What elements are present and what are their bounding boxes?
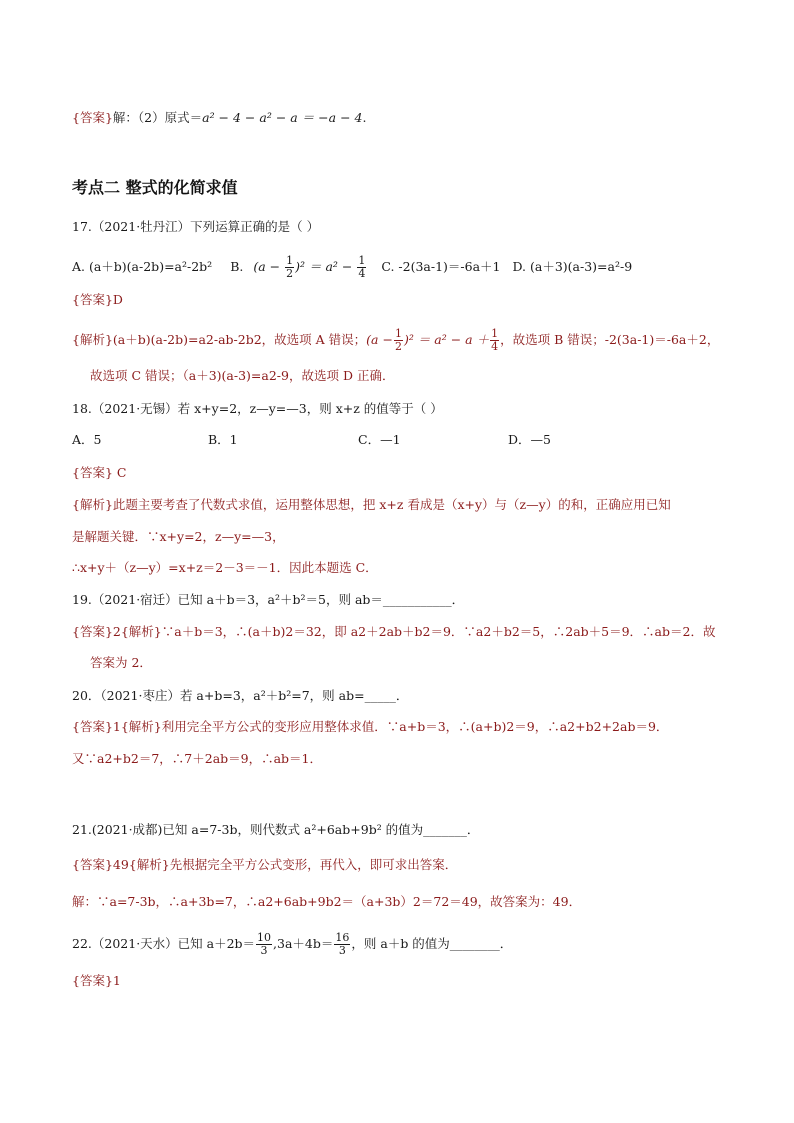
q21-answer: {答案}49{解析}先根据完全平方公式变形，再代入，即可求出答案． xyxy=(72,857,458,872)
q18-analysis-1: {解析}此题主要考查了代数式求值，运用整体思想，把 x+z 看成是（x+y）与（z—y）的和，正确应用已知 xyxy=(72,497,671,512)
q18-option-a: A．5 xyxy=(72,432,102,447)
q17-option-a: A. (a＋b)(a-2b)=a²-2b² xyxy=(72,259,213,274)
q17-option-c: C. -2(3a-1)＝-6a＋1 xyxy=(381,259,501,274)
q19-answer: {答案}2{解析}∵a＋b＝3，∴(a＋b)2＝32，即 a2＋2ab＋b2＝9．∵a2＋b2＝5，∴2ab＋5＝9．∴ab＝2．故 xyxy=(72,624,716,639)
q17-option-b: B. (a − $\frac{1}{2}$ )² ＝ a² − $\frac{1}{4}$ xyxy=(230,254,366,280)
q21-answer-2: 解：∵a=7-3b，∴a+3b=7，∴a2+6ab+9b2＝（a+3b）2＝72＝49，故答案为：49． xyxy=(72,894,582,909)
answer-tag: {答案} xyxy=(72,110,113,125)
q18-option-b: B．1 xyxy=(208,432,238,447)
q22-answer: {答案}1 xyxy=(72,973,121,988)
q17-analysis-2: 故选项 C 错误；（a＋3)(a-3)=a2-9，故选项 D 正确． xyxy=(90,368,395,383)
q17-answer: {答案}D xyxy=(72,292,123,307)
q17-option-d: D. (a＋3)(a-3)=a²-9 xyxy=(512,259,633,274)
q19-answer-2: 答案为 2． xyxy=(90,655,152,670)
q20-stem: 20．（2021·枣庄）若 a+b=3，a²＋b²=7，则 ab=_____． xyxy=(72,688,409,703)
q20-answer-2: 又∵a2+b2＝7，∴7＋2ab＝9，∴ab＝1． xyxy=(72,751,323,766)
section-heading: 考点二 整式的化简求值 xyxy=(72,178,238,197)
q18-option-c: C．—1 xyxy=(358,432,401,447)
q17-analysis: {解析}(a＋b)(a-2b)=a2-ab-2b2，故选项 A 错误；(a − $\frac{1}{2}$ )² ＝ a² − a ＋ $\frac{1}{4}$ ，故选项 B 错误；-2(3a-1)＝-6a＋2， xyxy=(72,327,720,353)
q18-analysis-2: 是解题关键．∵x+y=2，z—y=—3， xyxy=(72,529,285,544)
q18-analysis-3: ∴x+y＋（z—y）=x+z＝2－3＝－1．因此本题选 C． xyxy=(72,560,378,575)
q18-stem: 18.（2021·无锡）若 x+y=2，z—y=—3，则 x+z 的值等于（ ） xyxy=(72,401,443,416)
q22-stem: 22.（2021·天水）已知 a＋2b＝ $\frac{10}{3}$ ,3a＋4b＝ $\frac{16}{3}$ ，则 a＋b 的值为________． xyxy=(72,931,513,957)
q17-options xyxy=(72,253,632,281)
q19-stem: 19.（2021·宿迁）已知 a＋b＝3，a²＋b²＝5，则 ab＝___________． xyxy=(72,592,465,607)
q17-stem: 17.（2021·牡丹江）下列运算正确的是（ ） xyxy=(72,219,320,234)
prev-answer-line: {答案}解：（2）原式＝a² − 4 − a² − a ＝ −a − 4. xyxy=(72,110,367,125)
q18-option-d: D．—5 xyxy=(508,432,551,447)
q20-answer: {答案}1{解析}利用完全平方公式的变形应用整体求值．∵a+b＝3，∴(a+b)2＝9，∴a2+b2+2ab＝9． xyxy=(72,719,669,734)
q21-stem: 21.(2021·成都)已知 a=7-3b，则代数式 a²+6ab+9b² 的值为_______． xyxy=(72,822,480,837)
q18-answer: {答案} C xyxy=(72,465,127,480)
